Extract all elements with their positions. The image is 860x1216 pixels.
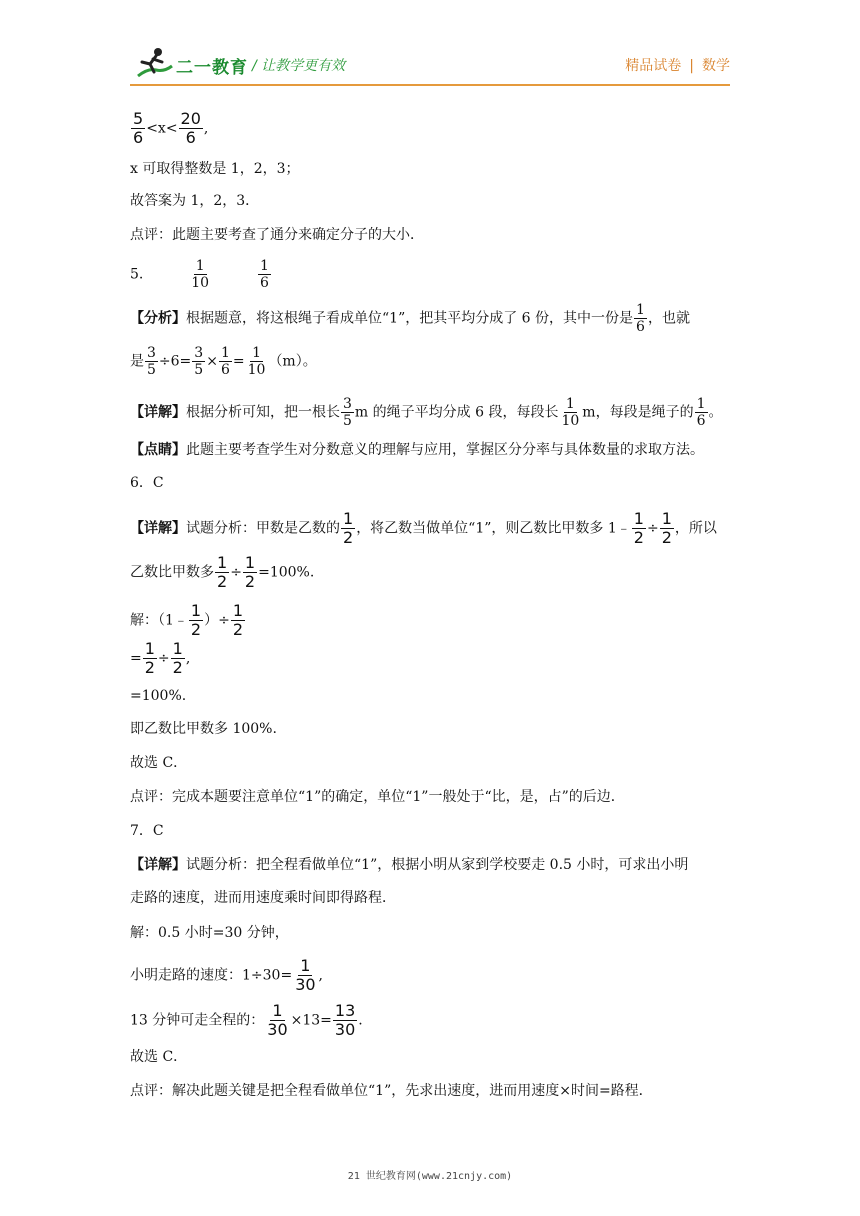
fraction: $\frac{3}{5}$ [194,345,204,378]
fraction: $\frac{1}{2}$ [232,601,244,639]
q7-solution: 解：0.5 小时=30 分钟， [130,925,289,941]
fraction: $\frac{1}{2}$ [343,509,354,547]
fraction: $\frac{20}{6}$ [180,109,201,147]
q6-detail: 【详解】试题分析：甲数是乙数的 $\frac{1}{2}$ ，将乙数当做单位“1”，则乙数比甲数多 1﹣ $\frac{1}{2}$ ÷ $\frac{1}{2}$ ，所以 [130,509,717,547]
header-label-right: 数学 [702,58,730,74]
fraction: $\frac{3}{5}$ [147,345,156,378]
fraction: $\frac{3}{5}$ [343,396,352,429]
fraction: $\frac{1}{6}$ [636,302,645,335]
q7-detail: 【详解】试题分析：把全程看做单位“1”，根据小明从家到学校要走 0.5 小时，可求出小明 [130,857,689,873]
q5-answer-line: 5. $\frac{1}{10}$ $\frac{1}{6}$ [130,258,269,291]
q7-speed: 小明走路的速度：1÷30= $\frac{1}{30}$ , [130,956,323,994]
brand-slogan: / 让教学更有效 [252,58,346,74]
q5-analysis: 【分析】根据题意，将这根绳子看成单位“1”，把其平均分成了 6 份，其中一份是 $\frac{1}{6}$ ，也就 [130,302,690,335]
header-category [625,55,730,75]
q6-result: =100%. [130,688,187,704]
q4-comment: 点评：此题主要考查了通分来确定分子的大小． [130,227,424,243]
q7-number: 7．C [130,823,164,839]
q7-distance: 13 分钟可走全程的： $\frac{1}{30}$ ×13= $\frac{13}{30}$ . [130,1001,363,1039]
q6-solution: 解：（1﹣ $\frac{1}{2}$ ）÷ $\frac{1}{2}$ [130,601,244,639]
q4-inequality: $\frac{5}{6}$ <x< $\frac{20}{6}$ , [133,109,209,147]
q6-detail-calc: 乙数比甲数多 $\frac{1}{2}$ ÷ $\frac{1}{2}$ =100%. [130,553,315,591]
fraction: $\frac{1}{2}$ [244,553,256,591]
q6-choice: 故选 C． [130,755,188,771]
q7-detail-line2: 走路的速度，进而用速度乘时间即得路程． [130,890,396,906]
q7-choice: 故选 C． [130,1049,188,1065]
q5-analysis-calc: 是 $\frac{3}{5}$ ÷6= $\frac{3}{5}$ × $\frac{1}{6}$ = $\frac{1}{10}$ （m）。 [130,345,317,378]
fraction: $\frac{1}{6}$ [696,396,706,429]
fraction: $\frac{1}{30}$ [295,956,316,994]
fraction: $\frac{1}{2}$ [661,509,672,547]
fraction: $\frac{1}{6}$ [260,258,269,291]
fraction: $\frac{1}{2}$ [190,601,202,639]
q6-so: 即乙数比甲数多 100%. [130,721,277,737]
q4-answer: 故答案为 1，2，3． [130,193,260,209]
fraction: $\frac{1}{10}$ [247,345,266,378]
fraction: $\frac{13}{30}$ [334,1001,356,1039]
q6-comment: 点评：完成本题要注意单位“1”的确定，单位“1”一般处于“比，是，占”的后边． [130,789,625,805]
fraction: $\frac{1}{6}$ [220,345,230,378]
fraction: $\frac{5}{6}$ [133,109,144,147]
q4-integers: x 可取得整数是 1，2，3； [130,161,300,177]
q7-comment: 点评：解决此题关键是把全程看做单位“1”，先求出速度，进而用速度×时间=路程． [130,1083,653,1099]
q6-number: 6．C [130,475,164,491]
header-rule [130,84,730,86]
q6-step: = $\frac{1}{2}$ ÷ $\frac{1}{2}$ , [130,639,191,677]
page-footer: 21 世纪教育网(www.21cnjy.com) [347,1171,513,1182]
brand-name: 二一教育 [176,58,248,78]
fraction: $\frac{1}{30}$ [267,1001,288,1039]
fraction: $\frac{1}{10}$ [561,396,580,429]
fraction: $\frac{1}{2}$ [217,553,228,591]
q5-detail: 【详解】根据分析可知，把一根长 $\frac{3}{5}$ m 的绳子平均分成 6 段，每段长 $\frac{1}{10}$ m，每段是绳子的 $\frac{1}{6}$ 。 [130,396,723,429]
header-separator: | [689,58,694,74]
page-header [0,0,860,90]
fraction: $\frac{1}{10}$ [191,258,210,291]
fraction: $\frac{1}{2}$ [144,639,155,677]
header-label-left: 精品试卷 [625,58,682,74]
runner-logo-icon [134,46,174,80]
fraction: $\frac{1}{2}$ [172,639,183,677]
fraction: $\frac{1}{2}$ [633,509,644,547]
q5-point: 【点睛】此题主要考查学生对分数意义的理解与应用，掌握区分分率与具体数量的求取方法。 [130,442,704,458]
